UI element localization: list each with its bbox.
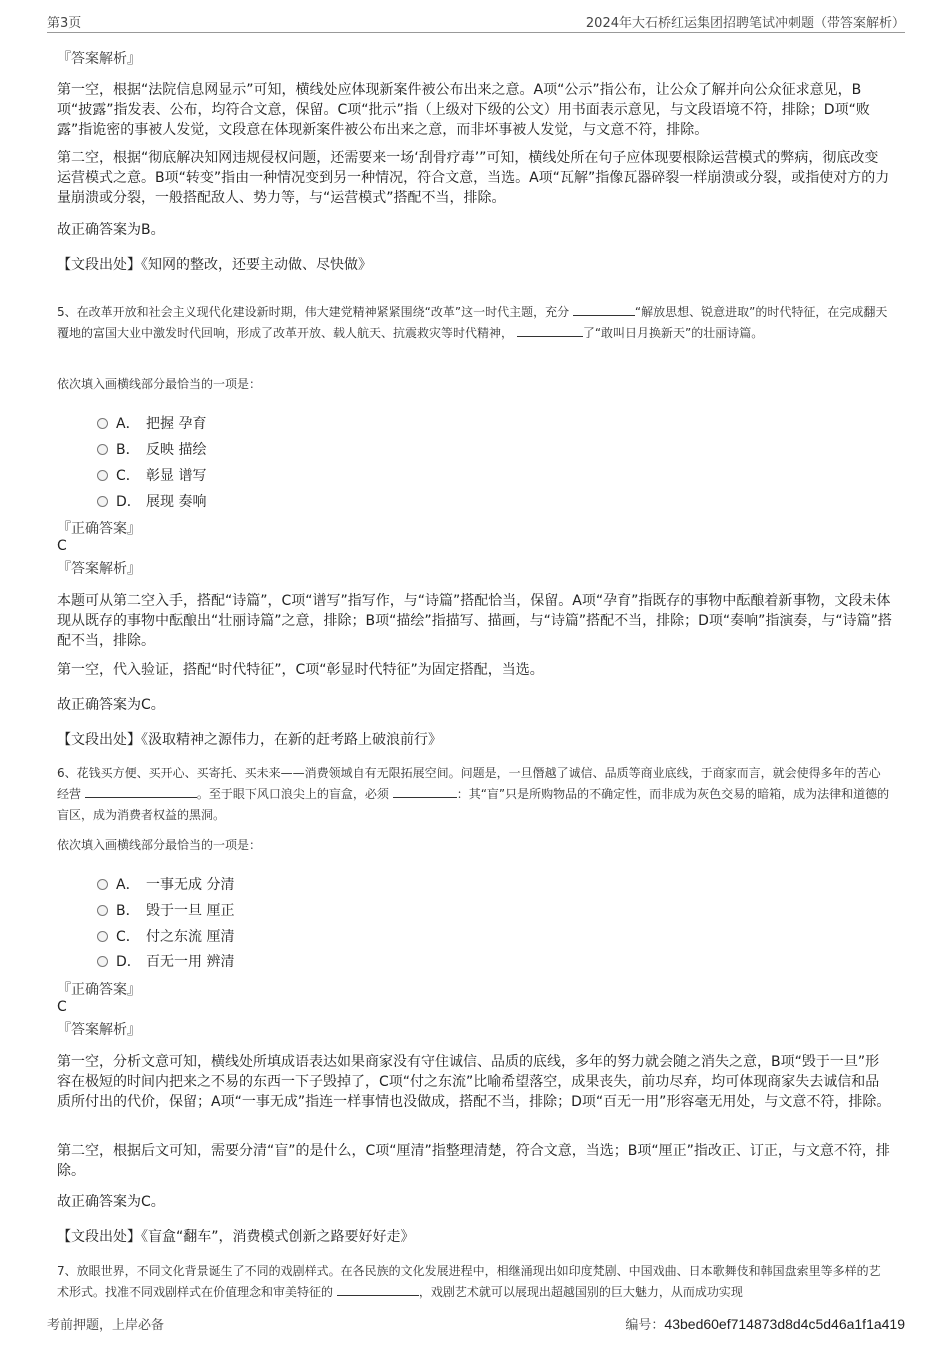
q5-option-b[interactable]: B． 反映 描绘 xyxy=(97,439,206,459)
q5-conclusion: 故正确答案为C。 xyxy=(57,697,165,713)
q6-conclusion: 故正确答案为C。 xyxy=(57,1194,165,1210)
q5-option-a[interactable]: A． 把握 孕育 xyxy=(97,413,206,433)
q5-answer-label: 『正确答案』 xyxy=(57,521,141,537)
q6-source: 【文段出处】《盲盒“翻车”，消费模式创新之路要好好走》 xyxy=(57,1229,415,1245)
q7-stem-part-a: 7、放眼世界，不同文化背景诞生了不同的戏剧样式。在各民族的文化发展进程中，相继涌现出如印度梵剧、中国戏曲、日本歌舞伎和韩国盘索里等多样的艺术形式。找准不同戏剧样式在价值理念和审美特征的 xyxy=(57,1264,881,1299)
q5-source: 【文段出处】《汲取精神之源伟力，在新的赶考路上破浪前行》 xyxy=(57,732,442,748)
q6-prompt: 依次填入画横线部分最恰当的一项是： xyxy=(57,838,262,852)
q6-explain-para-1: 第一空，分析文意可知，横线处所填成语表达如果商家没有守住诚信、品质的底线，多年的努力就会随之消失之意，B项“毁于一旦”形容在极短的时间内把来之不易的东西一下子毁掉了，C项“付之东流”比喻希望落空，成果丧失，前功尽弃，均可体现商家失去诚信和品质所付出的代价，保留；A项“一事无成”指连一样事情也没做成，搭配不当，排除；D项“百无一用”形容毫无用处，与文意不符，排除。 xyxy=(57,1054,891,1110)
radio-icon[interactable] xyxy=(97,418,108,429)
q5-stem xyxy=(57,302,892,344)
page-header xyxy=(47,12,905,33)
document-title: 2024年大石桥红运集团招聘笔试冲刺题（带答案解析） xyxy=(585,16,905,31)
q5-prompt: 依次填入画横线部分最恰当的一项是： xyxy=(57,377,262,391)
footer-slogan: 考前押题，上岸必备 xyxy=(47,1318,165,1333)
q4-explain-para-2: 第二空，根据“彻底解决知网违规侵权问题，还需要来一场‘刮骨疗毒’”可知，横线处所在句子应体现要根除运营模式的弊病，彻底改变运营模式之意。B项“转变”指由一种情况变到另一种情况，符合文意，当选。A项“瓦解”指像瓦器碎裂一样崩溃或分裂，或指使对方的力量崩溃或分裂，一般搭配敌人、势力等，与“运营模式”搭配不当，排除。 xyxy=(57,150,890,206)
q5-stem-part-c: 了“敢叫日月换新天”的壮丽诗篇。 xyxy=(582,326,764,340)
q6-option-d[interactable]: D． 百无一用 辨清 xyxy=(97,951,234,971)
q4-conclusion: 故正确答案为B。 xyxy=(57,222,165,238)
q5-explain-para-2: 第一空，代入验证，搭配“时代特征”，C项“彰显时代特征”为固定搭配，当选。 xyxy=(57,662,544,678)
q6-stem-part-b: 。至于眼下风口浪尖上的盲盒，必须 xyxy=(196,787,389,801)
q7-stem xyxy=(57,1261,892,1303)
q6-blank-2 xyxy=(393,797,457,798)
radio-icon[interactable] xyxy=(97,444,108,455)
q5-option-c[interactable]: C． 彰显 谱写 xyxy=(97,465,206,485)
q5-explain-para-1: 本题可从第二空入手，搭配“诗篇”，C项“谱写”指写作，与“诗篇”搭配恰当，保留。A项“孕育”指既存的事物中酝酿着新事物，文段未体现从既存的事物中酝酿出“壮丽诗篇”之意，排除；B项“描绘”指描写、描画，与“诗篇”搭配不当，排除；D项“奏响”指演奏，与“诗篇”搭配不当，排除。 xyxy=(57,593,892,649)
q6-stem-part-a: 6、花钱买方便、买开心、买寄托、买未来——消费领域自有无限拓展空间。问题是，一旦僭越了诚信、品质等商业底线，于商家而言，就会使得多年的苦心经营 xyxy=(57,766,881,801)
page-number: 第3页 xyxy=(47,16,82,31)
radio-icon[interactable] xyxy=(97,931,108,942)
q6-option-c[interactable]: C． 付之东流 厘清 xyxy=(97,926,234,946)
radio-icon[interactable] xyxy=(97,905,108,916)
q6-option-b[interactable]: B． 毁于一旦 厘正 xyxy=(97,900,234,920)
footer-code-value: 43bed60ef714873d8d4c5d46a1f1a419 xyxy=(664,1316,905,1332)
radio-icon[interactable] xyxy=(97,496,108,507)
q5-stem-part-b: “解放思想、锐意进取”的时代特征，在完成翻天覆地的富国大业中激发时代回响，形成了改革开放、载人航天、抗震救灾等时代精神， xyxy=(57,305,888,340)
q6-explain-label: 『答案解析』 xyxy=(57,1022,141,1038)
q5-option-d[interactable]: D． 展现 奏响 xyxy=(97,491,206,511)
q6-blank-1 xyxy=(85,797,197,798)
q4-explain-para-1: 第一空，根据“法院信息网显示”可知，横线处应体现新案件被公布出来之意。A项“公示”指公布，让公众了解并向公众征求意见，B项“披露”指发表、公布，均符合文意，保留。C项“批示”指（上级对下级的公文）用书面表示意见，与文段语境不符，排除；D项“败露”指诡密的事被人发觉，文段意在体现新案件被公布出来之意，而非坏事被人发觉，与文意不符，排除。 xyxy=(57,82,870,138)
q7-blank-1 xyxy=(337,1295,419,1296)
q5-answer: C xyxy=(57,538,67,554)
q5-explain-label: 『答案解析』 xyxy=(57,561,141,577)
radio-icon[interactable] xyxy=(97,470,108,481)
q6-answer: C xyxy=(57,999,67,1015)
q4-source: 【文段出处】《知网的整改，还要主动做、尽快做》 xyxy=(57,257,372,273)
q6-explain-para-2: 第二空，根据后文可知，需要分清“盲”的是什么，C项“厘清”指整理清楚，符合文意，当选；B项“厘正”指改正、订正，与文意不符，排除。 xyxy=(57,1143,890,1179)
footer-code xyxy=(625,1314,905,1333)
radio-icon[interactable] xyxy=(97,956,108,967)
q4-explain-label: 『答案解析』 xyxy=(57,51,141,67)
q5-stem-part-a: 5、在改革开放和社会主义现代化建设新时期，伟大建党精神紧紧围绕“改革”这一时代主题，充分 xyxy=(57,305,570,319)
q5-blank-1 xyxy=(573,315,635,316)
q6-option-a[interactable]: A． 一事无成 分清 xyxy=(97,874,234,894)
radio-icon[interactable] xyxy=(97,879,108,890)
q5-blank-2 xyxy=(517,336,583,337)
q6-answer-label: 『正确答案』 xyxy=(57,982,141,998)
q6-stem-part-c: ：其“盲”只是所购物品的不确定性，而非成为灰色交易的暗箱，成为法律和道德的盲区，成为消费者权益的黑洞。 xyxy=(57,787,890,822)
q7-stem-part-b: ，戏剧艺术就可以展现出超越国别的巨大魅力，从而成功实现 xyxy=(418,1285,743,1299)
q6-stem xyxy=(57,763,892,826)
footer-code-label: 编号： xyxy=(625,1318,665,1333)
